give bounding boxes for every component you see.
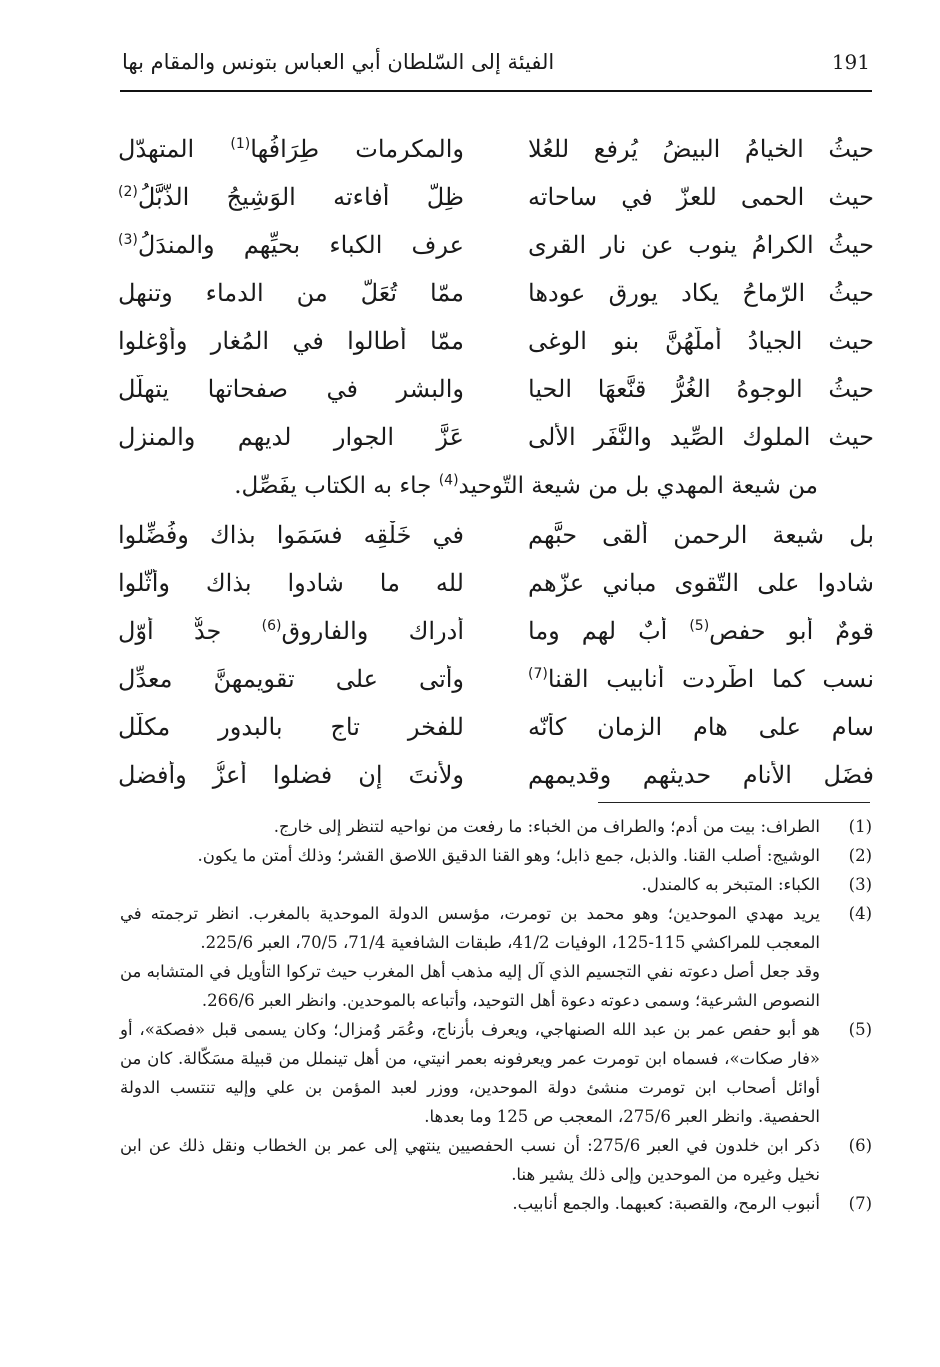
- verse-line: [118, 559, 874, 607]
- verse-second-hemistich: [118, 617, 464, 645]
- verse-second-hemistich: [118, 279, 464, 307]
- verse-first-hemistich: [528, 617, 874, 645]
- verse-line: [118, 269, 874, 317]
- footnote: [120, 899, 872, 1015]
- hemistich-text: حيثُ الوجوهُ الغُرُّ قنَّعهَا الحيا: [528, 375, 874, 403]
- footnote-number: (4): [848, 904, 872, 923]
- footnote-paragraph: الوشيج: أصلب القنا. والذبل، جمع ذابل؛ وهو القنا الدقيق اللاصق القشر؛ وذلك أمتن ما يكون.: [197, 846, 820, 865]
- verse-second-hemistich: [118, 521, 464, 549]
- verse-first-hemistich: [528, 761, 874, 789]
- hemistich-text: ممّا تُعَلُّ من الدماء وتنهل: [118, 279, 464, 307]
- hemistich-text: حيث الملوك الصِّيد والنَّفَر الألى: [528, 423, 874, 451]
- hemistich-text: حيث الجيادُ أملَّهُنَّ بنو الوغى: [528, 327, 874, 355]
- footnote-text: [120, 870, 820, 899]
- footnote: [120, 841, 872, 870]
- verse-second-hemistich: [118, 375, 464, 403]
- footnote-number: (6): [848, 1136, 872, 1155]
- footnote-text: [120, 812, 820, 841]
- verse-first-hemistich: [528, 375, 874, 403]
- hemistich-text: عَزَّ الجوار لديهم والمنزل: [118, 423, 464, 451]
- footnote: [120, 1131, 872, 1189]
- hemistich-text: شادوا على التّقوى مباني عزّهم: [528, 569, 874, 597]
- verse-first-hemistich: [528, 231, 874, 259]
- verse-second-hemistich: [118, 231, 464, 259]
- verse-first-hemistich: [528, 279, 874, 307]
- verse-line: [118, 125, 874, 173]
- verse-second-hemistich: [118, 423, 464, 451]
- verse-first-hemistich: [528, 521, 874, 549]
- footnote-ref: (2): [118, 184, 138, 200]
- footnote-paragraph: هو أبو حفص عمر بن عبد الله الصنهاجي، ويعرف بأزناج، وعُمَر وُمزال؛ وكان يسمى قبل «فصكة»، أو «فار صكات»، فسماه ابن تومرت عمر ويعرفونه بعمر انيتي، من أهل تينملل من قبيلة مسَكّالة. كان من أوائل أصحاب ابن تومرت منشئ دولة الموحدين، ووزر لعبد المؤمن بن علي وإليه تنتسب الدولة الحفصية. وانظر العبر 275/6، المعجب ص 125 وما بعدها.: [120, 1020, 820, 1126]
- footnote-ref: (4): [438, 472, 459, 489]
- poem-part-two: [118, 511, 874, 799]
- prose-line: [118, 461, 874, 511]
- hemistich-text: سام على هامِ الزمان كأنّه: [528, 713, 874, 741]
- verse-first-hemistich: [528, 183, 874, 211]
- hemistich-text-end: أبٌ لهم وما: [528, 617, 690, 645]
- verse-second-hemistich: [118, 135, 464, 163]
- verse-first-hemistich: [528, 135, 874, 163]
- footnote-number: (7): [848, 1194, 872, 1213]
- hemistich-text: بل شيعة الرحمن ألقى حبَّهم: [528, 521, 874, 549]
- footnotes: [120, 812, 872, 1218]
- hemistich-text: في خَلْقِه فسَمَوا بذاك وفُضِّلوا: [118, 521, 464, 549]
- footnote-ref: (7): [528, 666, 548, 682]
- footnote-paragraph: الكباء: المتبخر به كالمندل.: [641, 875, 820, 894]
- verse-line: [118, 751, 874, 799]
- footnote-text: [120, 899, 820, 1015]
- hemistich-text: فضَل الأنام حديثهم وقديمهم: [528, 761, 874, 789]
- footnote-number: (1): [848, 817, 872, 836]
- verse-line: [118, 703, 874, 751]
- hemistich-text: حيثُ الكرامُ ينوب عن نار القرى: [528, 231, 874, 259]
- verse-line: [118, 607, 874, 655]
- footnote: [120, 870, 872, 899]
- footnote-paragraph: الطراف: بيت من أدم؛ والطراف من الخباء: ما رفعت من نواحيه لتنظر إلى خارج.: [273, 817, 820, 836]
- hemistich-text: أدراك والفاروق: [281, 617, 464, 645]
- verse-line: [118, 221, 874, 269]
- footnote-paragraph: يريد مهدي الموحدين؛ وهو محمد بن تومرت، مؤسس الدولة الموحدية بالمغرب. انظر ترجمته في المعجب للمراكشي 115-125، الوفيات 41/2، طبقات الشافعية 71/4، 70/5، العبر 225/6.: [120, 904, 820, 952]
- footnote-paragraph: وقد جعل أصل دعوته نفي التجسيم الذي آل إليه مذهب أهل المغرب حيث تركوا التأويل في المتشابه من النصوص الشرعية؛ وسمى دعوته دعوة أهل التوحيد، وأتباعه بالموحدين. وانظر العبر 266/6.: [120, 962, 820, 1010]
- prose-text-end: جاء به الكتاب يفَصِّل.: [234, 473, 439, 499]
- page-header: [122, 38, 870, 86]
- footnote-paragraph: ذكر ابن خلدون في العبر 275/6: أن نسب الحفصيين ينتهي إلى عمر بن الخطاب ونقل ذلك عن ابن نخيل وغيره من الموحدين وإلى ذلك يشير هنا.: [120, 1136, 820, 1184]
- running-title: الفيئة إلى السّلطان أبي العباس بتونس والمقام بها: [122, 50, 555, 74]
- footnote-text: [120, 1131, 820, 1189]
- verse-first-hemistich: [528, 713, 874, 741]
- footnote-ref: (6): [261, 618, 282, 634]
- verse-first-hemistich: [528, 423, 874, 451]
- hemistich-text: وأتى على تقويمهنَّ معدِّل: [118, 665, 464, 693]
- hemistich-text: للفخر تاج بالبدور مكلّل: [118, 713, 464, 741]
- verse-second-hemistich: [118, 569, 464, 597]
- footnote-number: (2): [848, 846, 872, 865]
- verse-line: [118, 655, 874, 703]
- hemistich-text: ولأنتَ إن فضلوا أعزُّ وأفضل: [118, 761, 464, 789]
- prose-text: من شيعة المهدي بل من شيعة التّوحيد: [458, 473, 818, 499]
- verse-line: [118, 317, 874, 365]
- page-number: 191: [831, 50, 870, 74]
- hemistich-text-end: جدٌّ أوّل: [118, 617, 262, 645]
- verse-second-hemistich: [118, 665, 464, 693]
- hemistich-text: ممّا أطالوا في المُغار وأوْغلوا: [118, 327, 464, 355]
- header-rule: [120, 90, 872, 92]
- hemistich-text: والمكرمات طِرَافُها: [250, 135, 464, 163]
- verse-first-hemistich: [528, 665, 874, 693]
- verse-second-hemistich: [118, 713, 464, 741]
- footnote-number: (3): [848, 875, 872, 894]
- hemistich-text: حيثُ الرّماحُ يكاد يورق عودها: [528, 279, 874, 307]
- verse-first-hemistich: [528, 569, 874, 597]
- verse-line: [118, 365, 874, 413]
- footnote-rule: [598, 802, 870, 803]
- verse-second-hemistich: [118, 761, 464, 789]
- verse-second-hemistich: [118, 327, 464, 355]
- verse-second-hemistich: [118, 183, 464, 211]
- hemistich-text: حيث الحمى للعزّ في ساحاته: [528, 183, 874, 211]
- footnote-ref: (1): [230, 136, 251, 152]
- hemistich-text: حيثُ الخيامُ البيضُ يُرفع للعُلا: [528, 135, 874, 163]
- hemistich-text: ظِلٌّ أفاءته الوَشِيجُ الذُّبَّلُ: [137, 183, 464, 211]
- footnote: [120, 1189, 872, 1218]
- footnote-text: [120, 1015, 820, 1131]
- verse-first-hemistich: [528, 327, 874, 355]
- footnote-number: (5): [848, 1020, 872, 1039]
- footnote-paragraph: أنبوب الرمح، والقصبة: كعبهما. والجمع أنابيب.: [512, 1194, 820, 1213]
- verse-line: [118, 511, 874, 559]
- hemistich-text: نسب كما اطّردت أنابيب القنا: [547, 665, 874, 693]
- poem-part-one: [118, 125, 874, 461]
- footnote: [120, 1015, 872, 1131]
- verse-line: [118, 173, 874, 221]
- footnote-ref: (3): [118, 232, 138, 248]
- hemistich-text: قومٌ أبو حفص: [709, 617, 874, 645]
- footnote-text: [120, 841, 820, 870]
- footnote-ref: (5): [689, 618, 710, 634]
- poem-body: [118, 125, 874, 799]
- verse-line: [118, 413, 874, 461]
- footnote: [120, 812, 872, 841]
- hemistich-text: عرف الكباء بحيِّهم والمندَلُ: [137, 231, 464, 259]
- footnote-text: [120, 1189, 820, 1218]
- hemistich-text-end: المتهدّل: [118, 135, 231, 163]
- hemistich-text: والبشر في صفحاتها يتهلّل: [118, 375, 464, 403]
- hemistich-text: لله ما شادوا بذاك وأثّلوا: [118, 569, 464, 597]
